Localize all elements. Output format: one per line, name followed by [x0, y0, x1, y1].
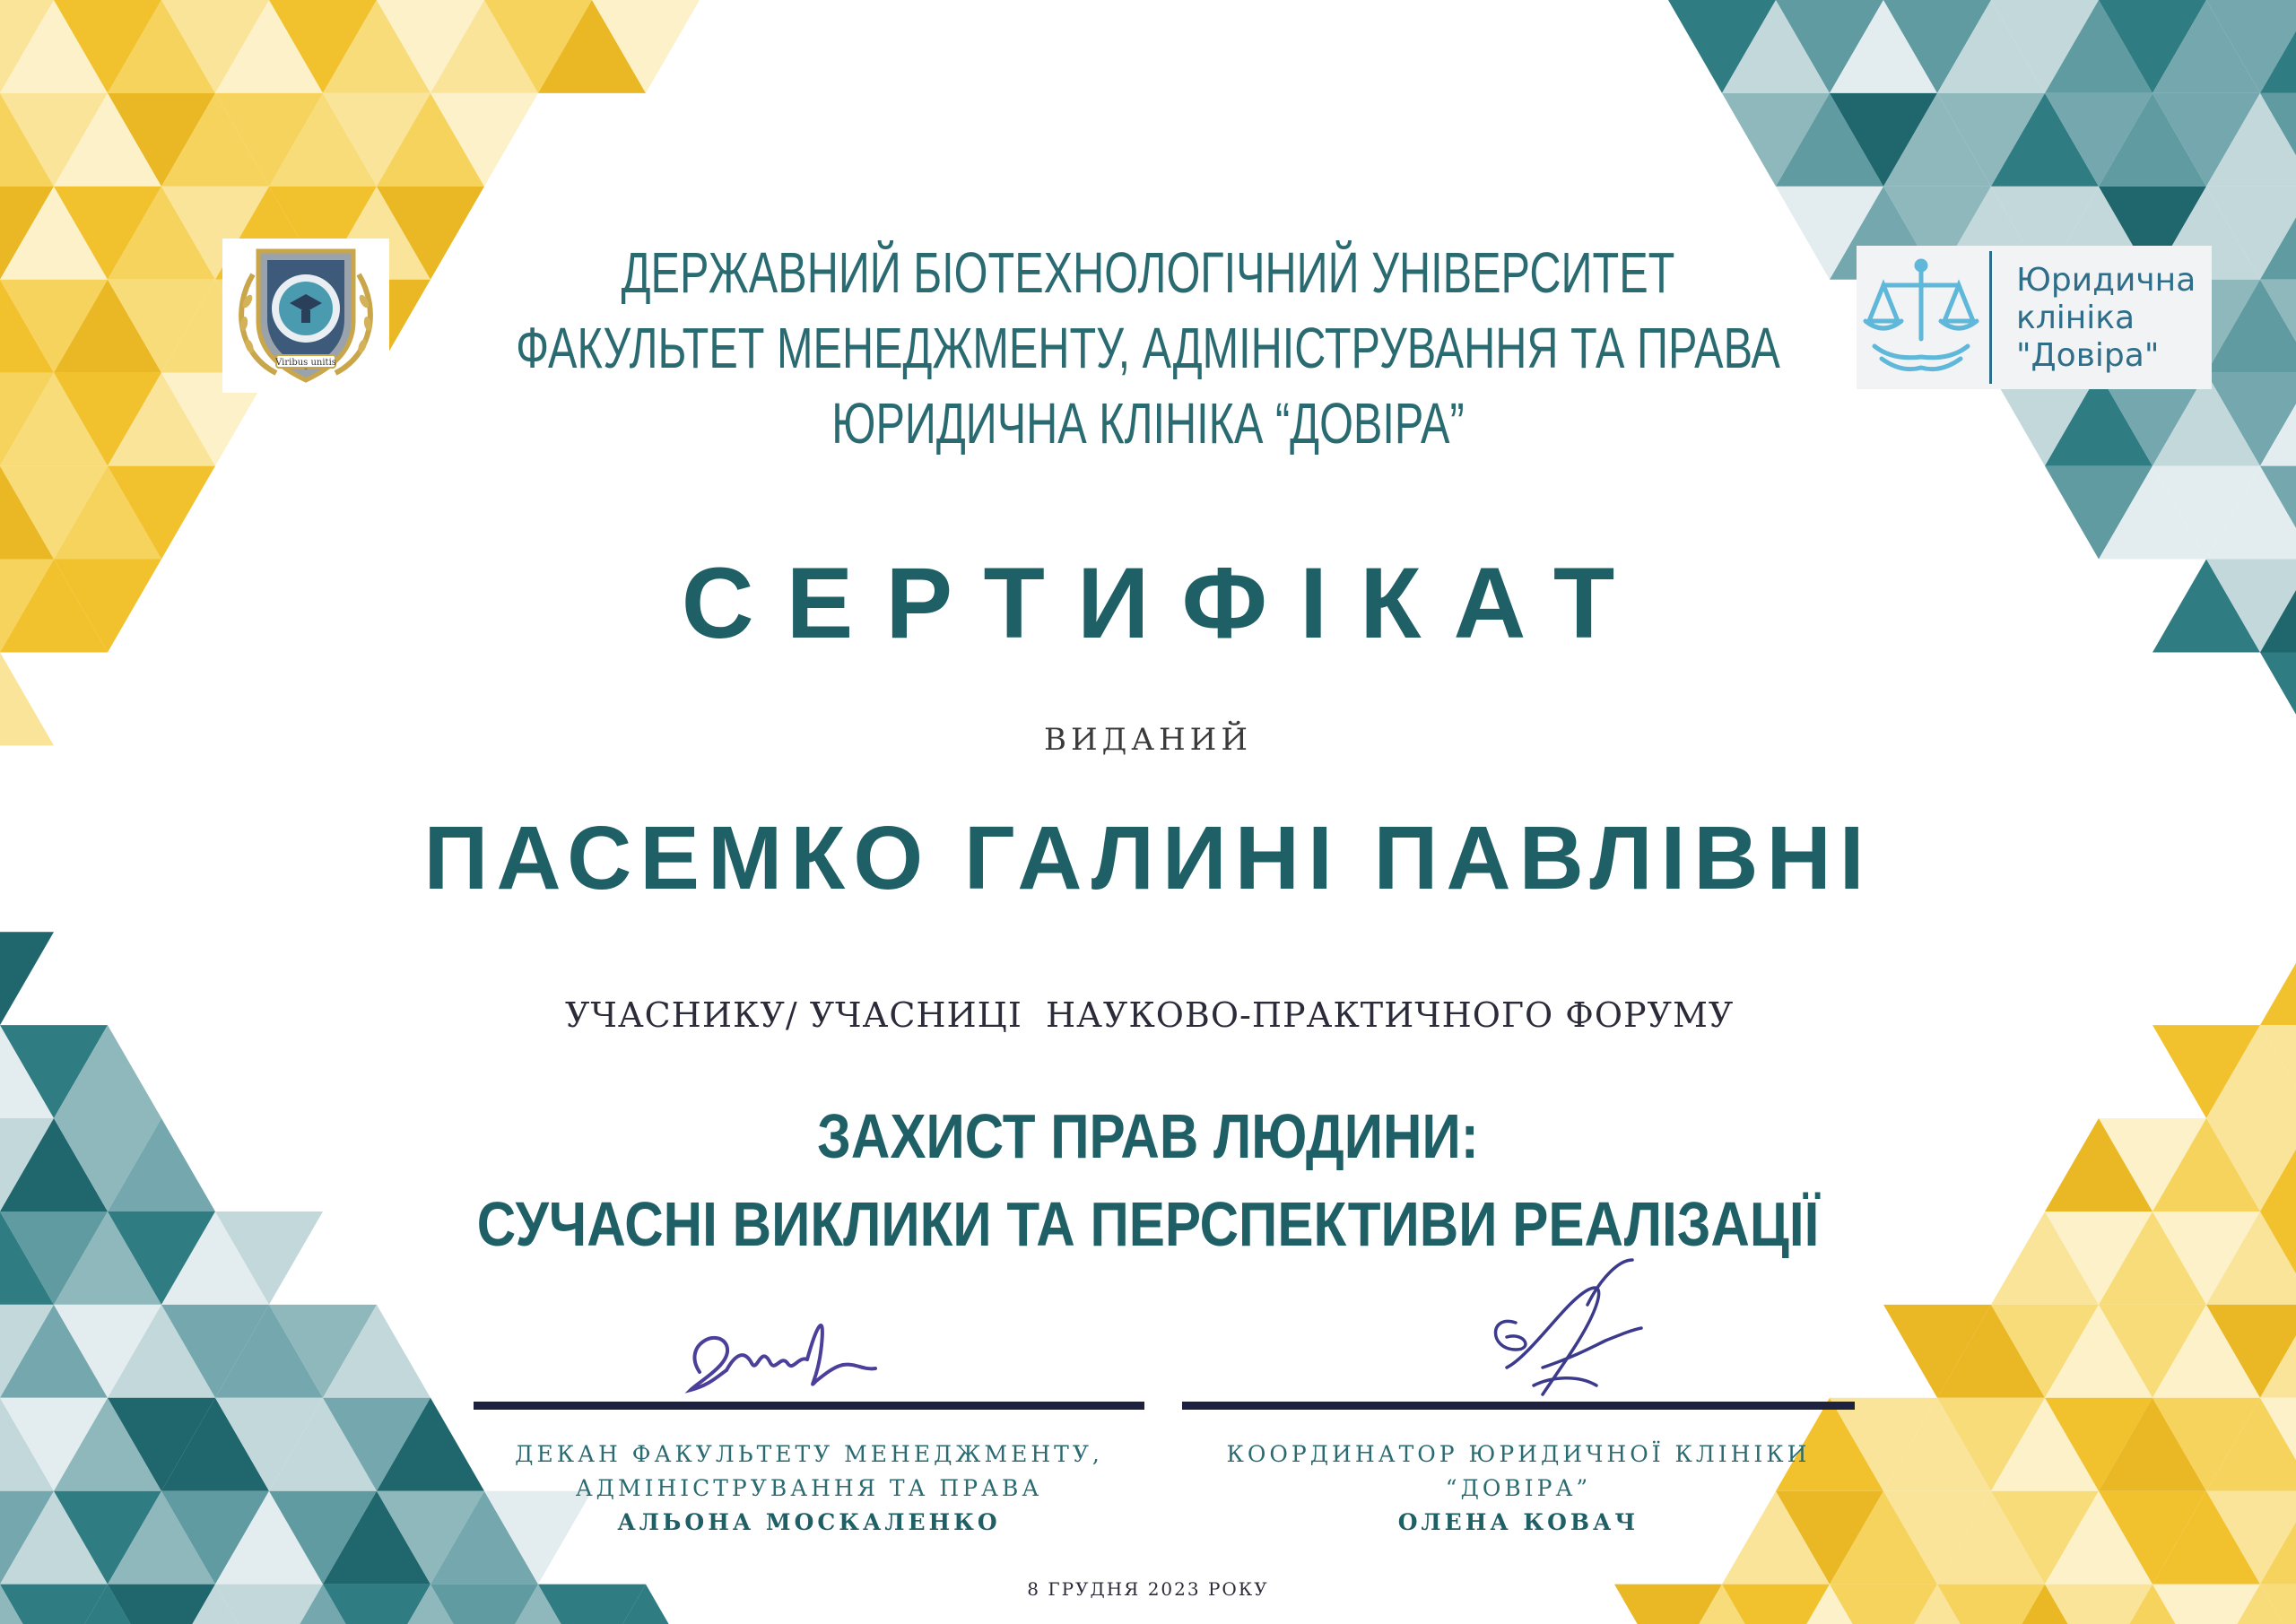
dean-role-line1: ДЕКАН ФАКУЛЬТЕТУ МЕНЕДЖМЕНТУ, [515, 1441, 1103, 1467]
logo-text-line1: Юридична [2016, 262, 2196, 299]
issued-label: ВИДАНИЙ [1044, 722, 1252, 758]
header [0, 235, 2296, 461]
dean-caption [474, 1437, 1144, 1540]
university-name: ДЕРЖАВНИЙ БІОТЕХНОЛОГІЧНИЙ УНІВЕРСИТЕТ [621, 240, 1675, 305]
recipient-name: ПАСЕМКО ГАЛИНІ ПАВЛІВНІ [423, 808, 1873, 908]
dean-signature-line [474, 1402, 1144, 1410]
pattern-triangle [2260, 932, 2296, 1025]
dean-name: АЛЬОНА МОСКАЛЕНКО [617, 1509, 1001, 1535]
pattern-triangle [0, 932, 54, 1025]
coordinator-role-line2: “ДОВІРА” [1445, 1475, 1592, 1501]
coordinator-caption [1182, 1437, 1855, 1540]
forum-title-line2: СУЧАСНІ ВИКЛИКИ ТА ПЕРСПЕКТИВИ РЕАЛІЗАЦІЇ [476, 1189, 1820, 1259]
coordinator-signature-line [1182, 1402, 1855, 1410]
forum-title [0, 1092, 2296, 1268]
forum-title-line1: ЗАХИСТ ПРАВ ЛЮДИНИ: [817, 1101, 1479, 1171]
issue-date: 8 ГРУДНЯ 2023 РОКУ [1027, 1578, 1269, 1600]
certificate-title: СЕРТИФІКАТ [681, 547, 1648, 659]
dean-signature [664, 1291, 897, 1408]
crest-motto: Viribus unitis [275, 358, 336, 368]
clinic-name: ЮРИДИЧНА КЛІНІКА “ДОВІРА” [831, 391, 1465, 456]
dean-role-line2: АДМІНІСТРУВАННЯ ТА ПРАВА [575, 1475, 1043, 1501]
participant-text: УЧАСНИКУ/ УЧАСНИЦІ НАУКОВО-ПРАКТИЧНОГО ФОРУМУ [565, 995, 1735, 1035]
coordinator-name: ОЛЕНА КОВАЧ [1397, 1509, 1639, 1535]
logo-text-line3: "Довіра" [2016, 337, 2160, 374]
faculty-name: ФАКУЛЬТЕТ МЕНЕДЖМЕНТУ, АДМІНІСТРУВАННЯ ТА ПРАВА [516, 316, 1780, 380]
logo-text-line2: клініка [2016, 300, 2135, 336]
coordinator-role-line1: КООРДИНАТОР ЮРИДИЧНОЇ КЛІНІКИ [1226, 1441, 1811, 1467]
coordinator-signature [1453, 1251, 1686, 1412]
